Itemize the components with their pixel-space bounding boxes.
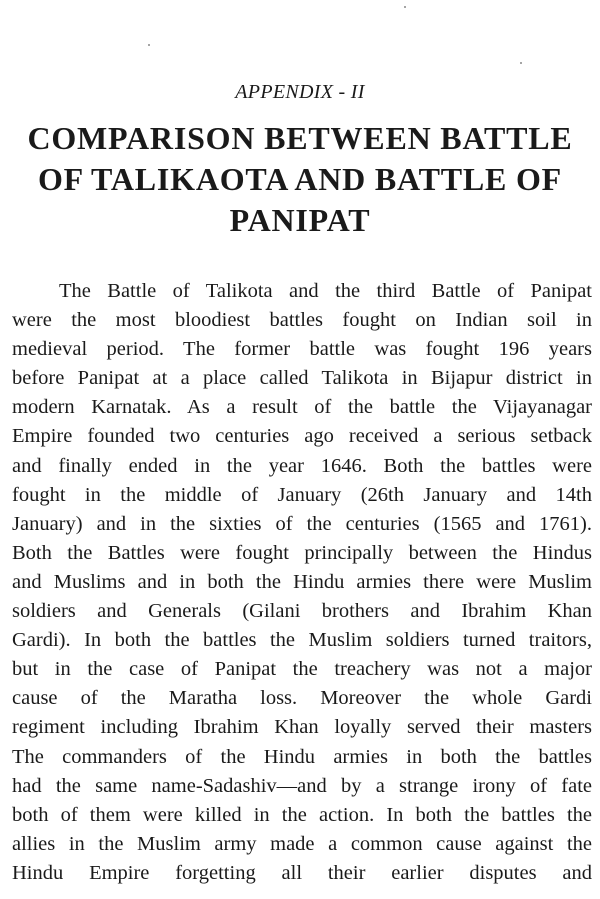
text-line: cause of the Maratha loss. Moreover the whole Gardi: [12, 687, 592, 710]
text-line: Gardi). In both the battles the Muslim soldiers turned traitors,: [12, 629, 592, 652]
text-line: Both the Battles were fought principally between the Hindus: [12, 541, 592, 564]
text-line: allies in the Muslim army made a common cause against the: [12, 832, 592, 855]
scan-speck: [148, 44, 150, 46]
text-line: January) and in the sixties of the centuries (1565 and 1761).: [12, 512, 592, 535]
text-line: modern Karnatak. As a result of the battle the Vijayanagar: [12, 396, 592, 419]
title-line: OF TALIKAOTA AND BATTLE OF: [37, 161, 562, 197]
title-line: PANIPAT: [229, 202, 371, 238]
text-line: and Muslims and in both the Hindu armies there were Muslim: [12, 570, 592, 593]
text-line: were the most bloodiest battles fought on Indian soil in: [12, 309, 592, 332]
text-line: The commanders of the Hindu armies in both the battles: [12, 745, 592, 768]
text-line: fought in the middle of January (26th January and 14th: [12, 483, 592, 506]
text-line: had the same name-Sadashiv—and by a strange irony of fate: [12, 774, 592, 797]
text-line: and finally ended in the year 1646. Both the battles were: [12, 454, 592, 477]
text-line: soldiers and Generals (Gilani brothers and Ibrahim Khan: [12, 600, 592, 623]
text-line: Hindu Empire forgetting all their earlier disputes and: [12, 861, 592, 884]
chapter-title: [10, 118, 590, 241]
text-line: but in the case of Panipat the treachery was not a major: [12, 658, 592, 681]
body-paragraph: [12, 277, 592, 888]
title-line: COMPARISON BETWEEN BATTLE: [27, 120, 573, 156]
text-line: Empire founded two centuries ago received a serious setback: [12, 425, 592, 448]
text-line: regiment including Ibrahim Khan loyally served their masters: [12, 716, 592, 739]
scan-speck: [404, 6, 406, 8]
text-line: before Panipat at a place called Talikota in Bijapur district in: [12, 367, 592, 390]
text-line: The Battle of Talikota and the third Battle of Panipat: [59, 280, 592, 302]
text-line: both of them were killed in the action. In both the battles the: [12, 803, 592, 826]
appendix-label: APPENDIX - II: [235, 81, 365, 103]
scan-speck: [520, 62, 522, 64]
text-line: medieval period. The former battle was fought 196 years: [12, 338, 592, 361]
